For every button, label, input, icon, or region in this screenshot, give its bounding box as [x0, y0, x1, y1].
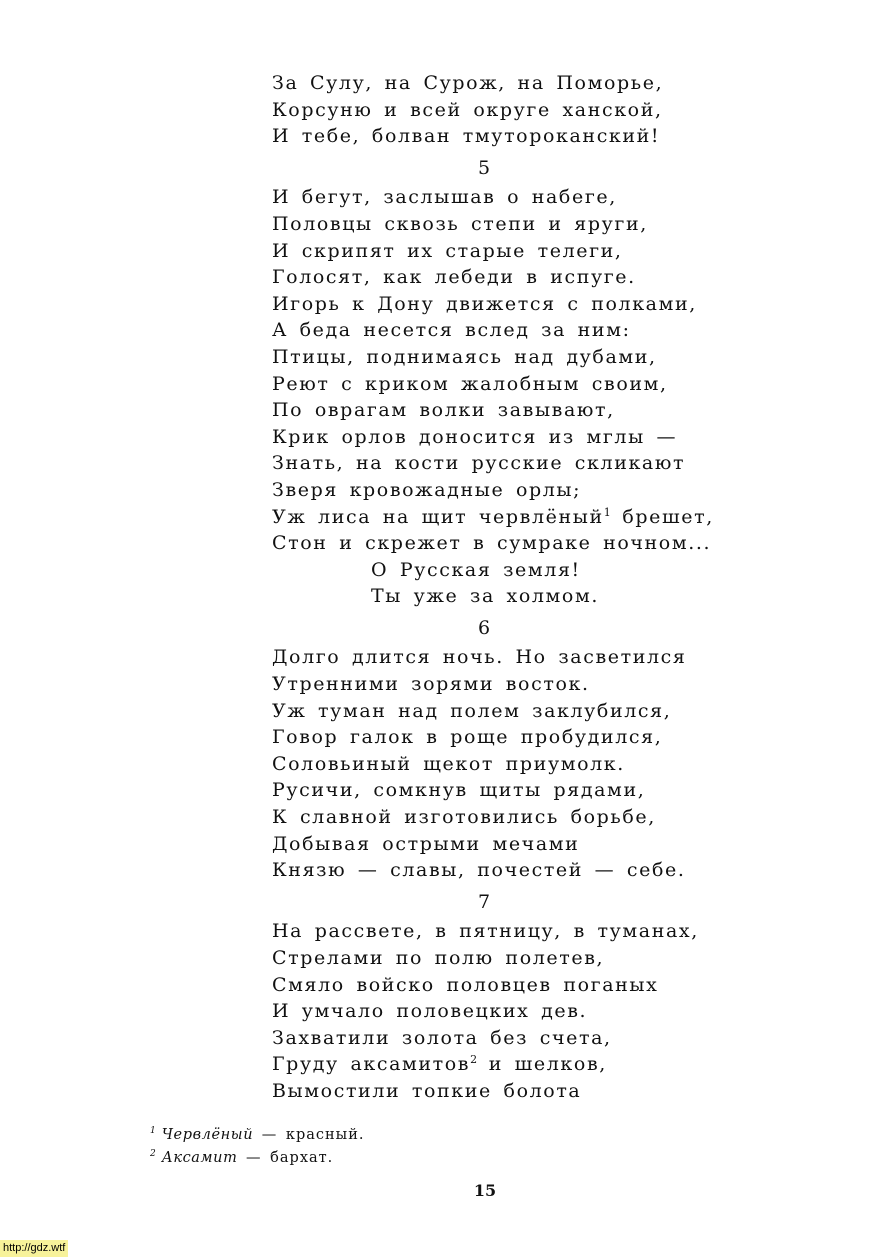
refrain-line: Ты уже за холмом.: [371, 585, 599, 608]
footnote-1: [150, 1124, 364, 1147]
poem-line: И бегут, заслышав о набеге,: [272, 186, 617, 209]
footnote-mark: 1: [150, 1126, 156, 1137]
poem-line: Крик орлов доносится из мглы —: [272, 425, 678, 448]
footnote-ref-1: 1: [603, 505, 611, 519]
stanza-number-5: 5: [477, 156, 491, 179]
poem-line: И скрипят их старые телеги,: [272, 239, 623, 262]
footnote-ref-2: 2: [470, 1053, 478, 1067]
poem-line: На рассвете, в пятницу, в туманах,: [272, 920, 699, 943]
poem-line: Долго длится ночь. Но засветился: [272, 646, 687, 669]
footnote-term: Аксамит: [161, 1150, 238, 1166]
poem-line: А беда несется вслед за ним:: [272, 319, 631, 342]
footnote-mark: 2: [150, 1149, 156, 1160]
poem-line: Реют с криком жалобным своим,: [272, 372, 668, 395]
footnote-term: Червлёный: [161, 1127, 254, 1143]
poem-line: Птицы, поднимаясь над дубами,: [272, 345, 657, 368]
poem-line: И умчало половецких дев.: [272, 1000, 588, 1023]
poem-line: Смяло войско половцев поганых: [272, 973, 659, 996]
footnote-definition: — бархат.: [237, 1150, 334, 1166]
poem-line: Уж туман над полем заклубился,: [272, 699, 672, 722]
stanza-number-7: 7: [477, 890, 491, 913]
poem-line: Половцы сквозь степи и яруги,: [272, 212, 648, 235]
poem-line: Захватили золота без счета,: [272, 1026, 612, 1049]
poem-line: Голосят, как лебеди в испуге.: [272, 266, 636, 289]
poem-line-text: Груду аксамитов: [272, 1053, 471, 1076]
poem-line: Игорь к Дону движется с полками,: [272, 292, 697, 315]
poem-line: Князю — славы, почестей — себе.: [272, 859, 686, 882]
poem-line: За Сулу, на Сурож, на Поморье,: [272, 72, 664, 94]
poem-line: Говор галок в роще пробудился,: [272, 726, 663, 749]
poem-line: Корсуню и всей округе ханской,: [272, 98, 663, 121]
poem-line: [272, 504, 792, 531]
poem-line-text: брешет,: [610, 505, 714, 528]
poem-line: Стон и скрежет в сумраке ночном...: [272, 532, 712, 555]
poem-line: Добывая острыми мечами: [272, 832, 580, 855]
poem-line-text: Уж лиса на щит червлёный: [272, 505, 604, 528]
footnote-definition: — красный.: [253, 1127, 365, 1143]
poem-line: Зверя кровожадные орлы;: [272, 478, 582, 501]
poem-line: Знать, на кости русские скликают: [272, 452, 686, 475]
poem-line: Утренними зорями восток.: [272, 673, 590, 696]
footnotes: [150, 1124, 364, 1170]
poem-line-text: и шелков,: [477, 1053, 607, 1076]
poem-line: К славной изготовились борьбе,: [272, 806, 656, 829]
poem-line: Вымостили топкие болота: [272, 1079, 582, 1102]
watermark: http://gdz.wtf: [0, 1240, 68, 1257]
poem-line: Стрелами по полю полетев,: [272, 947, 605, 969]
poem-line: Соловьиный щекот приумолк.: [272, 752, 625, 775]
poem-line: По оврагам волки завывают,: [272, 399, 615, 422]
poem-line: И тебе, болван тмутороканский!: [272, 125, 661, 148]
refrain-line: О Русская земля!: [371, 558, 581, 581]
poem-text: [272, 70, 792, 1105]
poem-line: [272, 1051, 792, 1078]
poem-line: Русичи, сомкнув щиты рядами,: [272, 779, 646, 802]
page-number: 15: [473, 1181, 497, 1200]
footnote-2: [150, 1147, 364, 1170]
stanza-number-6: 6: [477, 616, 491, 639]
